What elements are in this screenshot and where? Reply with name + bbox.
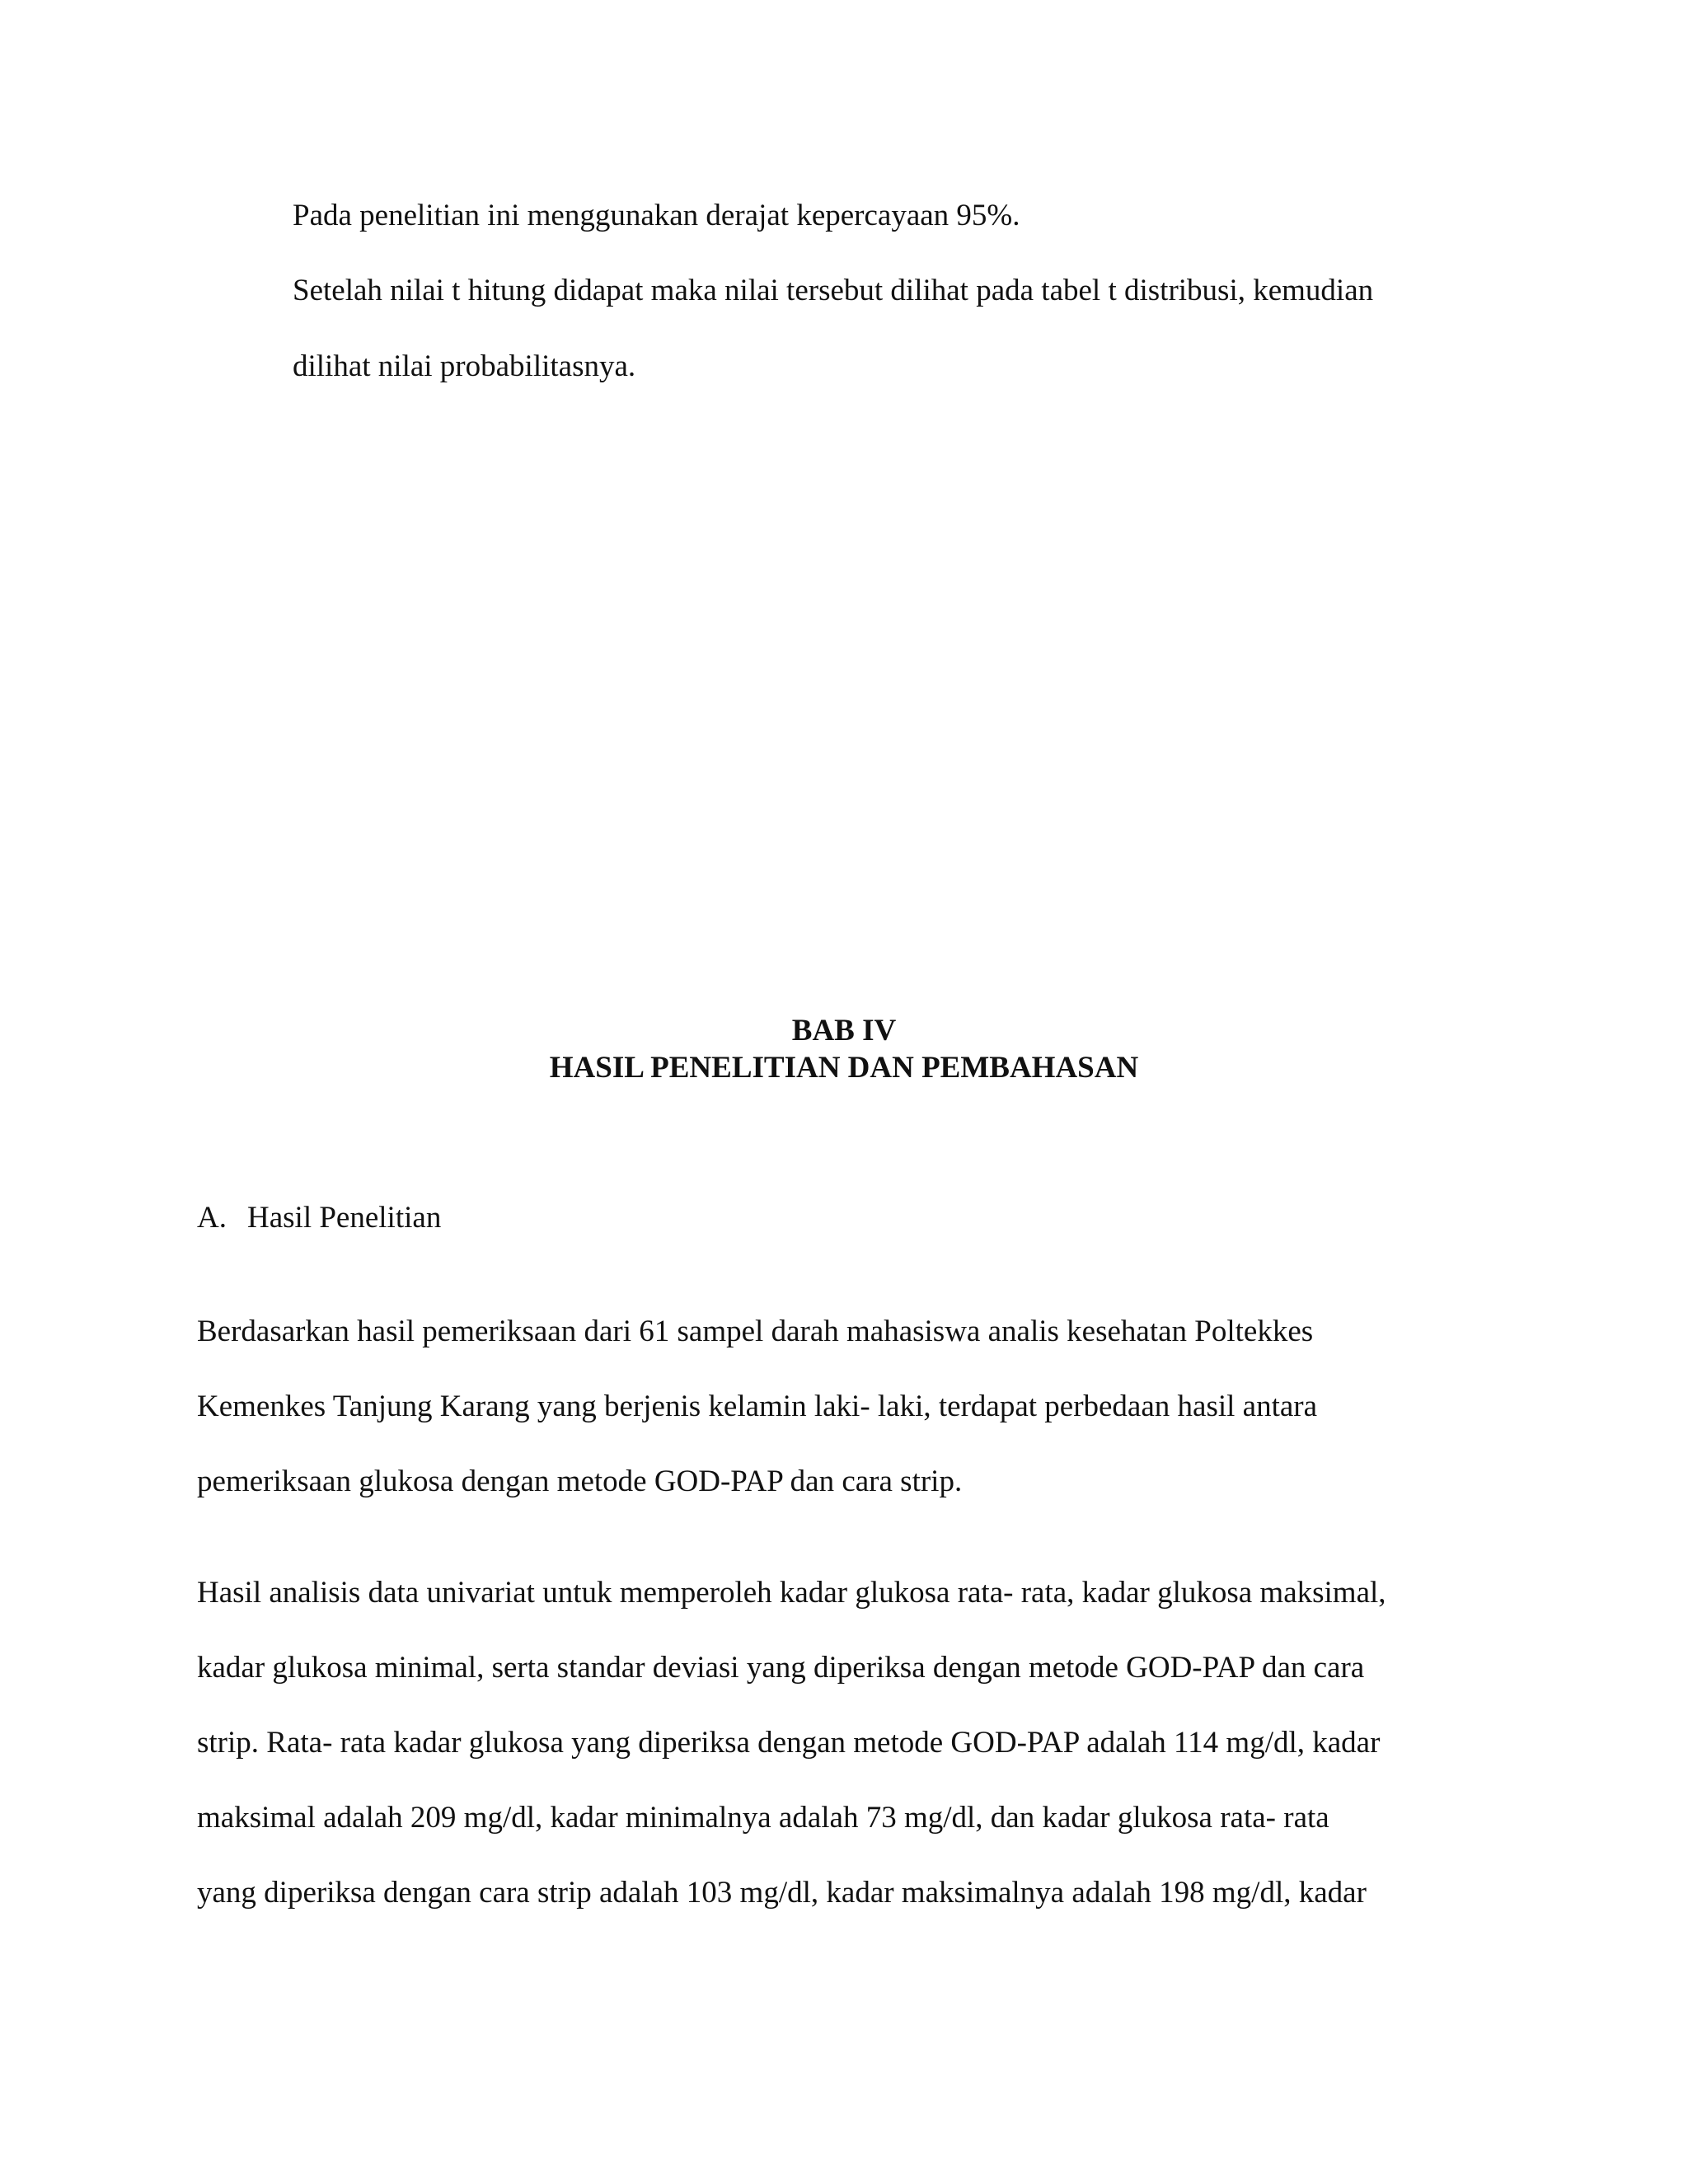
- intro-line-1: Pada penelitian ini menggunakan derajat kepercayaan 95%.: [293, 199, 1020, 232]
- intro-line-2: Setelah nilai t hitung didapat maka nilai tersebut dilihat pada tabel t distribusi, kemudian: [293, 274, 1374, 307]
- paragraph1-line-3: pemeriksaan glukosa dengan metode GOD-PAP dan cara strip.: [197, 1465, 963, 1498]
- section-a-marker: A.: [197, 1201, 227, 1235]
- paragraph1-line-1: Berdasarkan hasil pemeriksaan dari 61 sampel darah mahasiswa analis kesehatan Poltekkes: [197, 1315, 1314, 1348]
- paragraph2-line-2: kadar glukosa minimal, serta standar deviasi yang diperiksa dengan metode GOD-PAP dan cara: [197, 1651, 1365, 1685]
- section-a-title: Hasil Penelitian: [247, 1201, 442, 1235]
- paragraph2-line-4: maksimal adalah 209 mg/dl, kadar minimalnya adalah 73 mg/dl, dan kadar glukosa rata- rata: [197, 1801, 1329, 1835]
- intro-line-3: dilihat nilai probabilitasnya.: [293, 349, 636, 383]
- paragraph2-line-5: yang diperiksa dengan cara strip adalah 103 mg/dl, kadar maksimalnya adalah 198 mg/dl, kadar: [197, 1876, 1367, 1910]
- chapter-title: HASIL PENELITIAN DAN PEMBAHASAN: [549, 1051, 1139, 1085]
- paragraph1-line-2: Kemenkes Tanjung Karang yang berjenis kelamin laki- laki, terdapat perbedaan hasil antara: [197, 1390, 1318, 1423]
- paragraph2-line-3: strip. Rata- rata kadar glukosa yang diperiksa dengan metode GOD-PAP adalah 114 mg/dl, kadar: [197, 1726, 1381, 1760]
- chapter-number: BAB IV: [791, 1014, 897, 1047]
- paragraph2-line-1: Hasil analisis data univariat untuk memperoleh kadar glukosa rata- rata, kadar glukosa maksimal,: [197, 1576, 1386, 1610]
